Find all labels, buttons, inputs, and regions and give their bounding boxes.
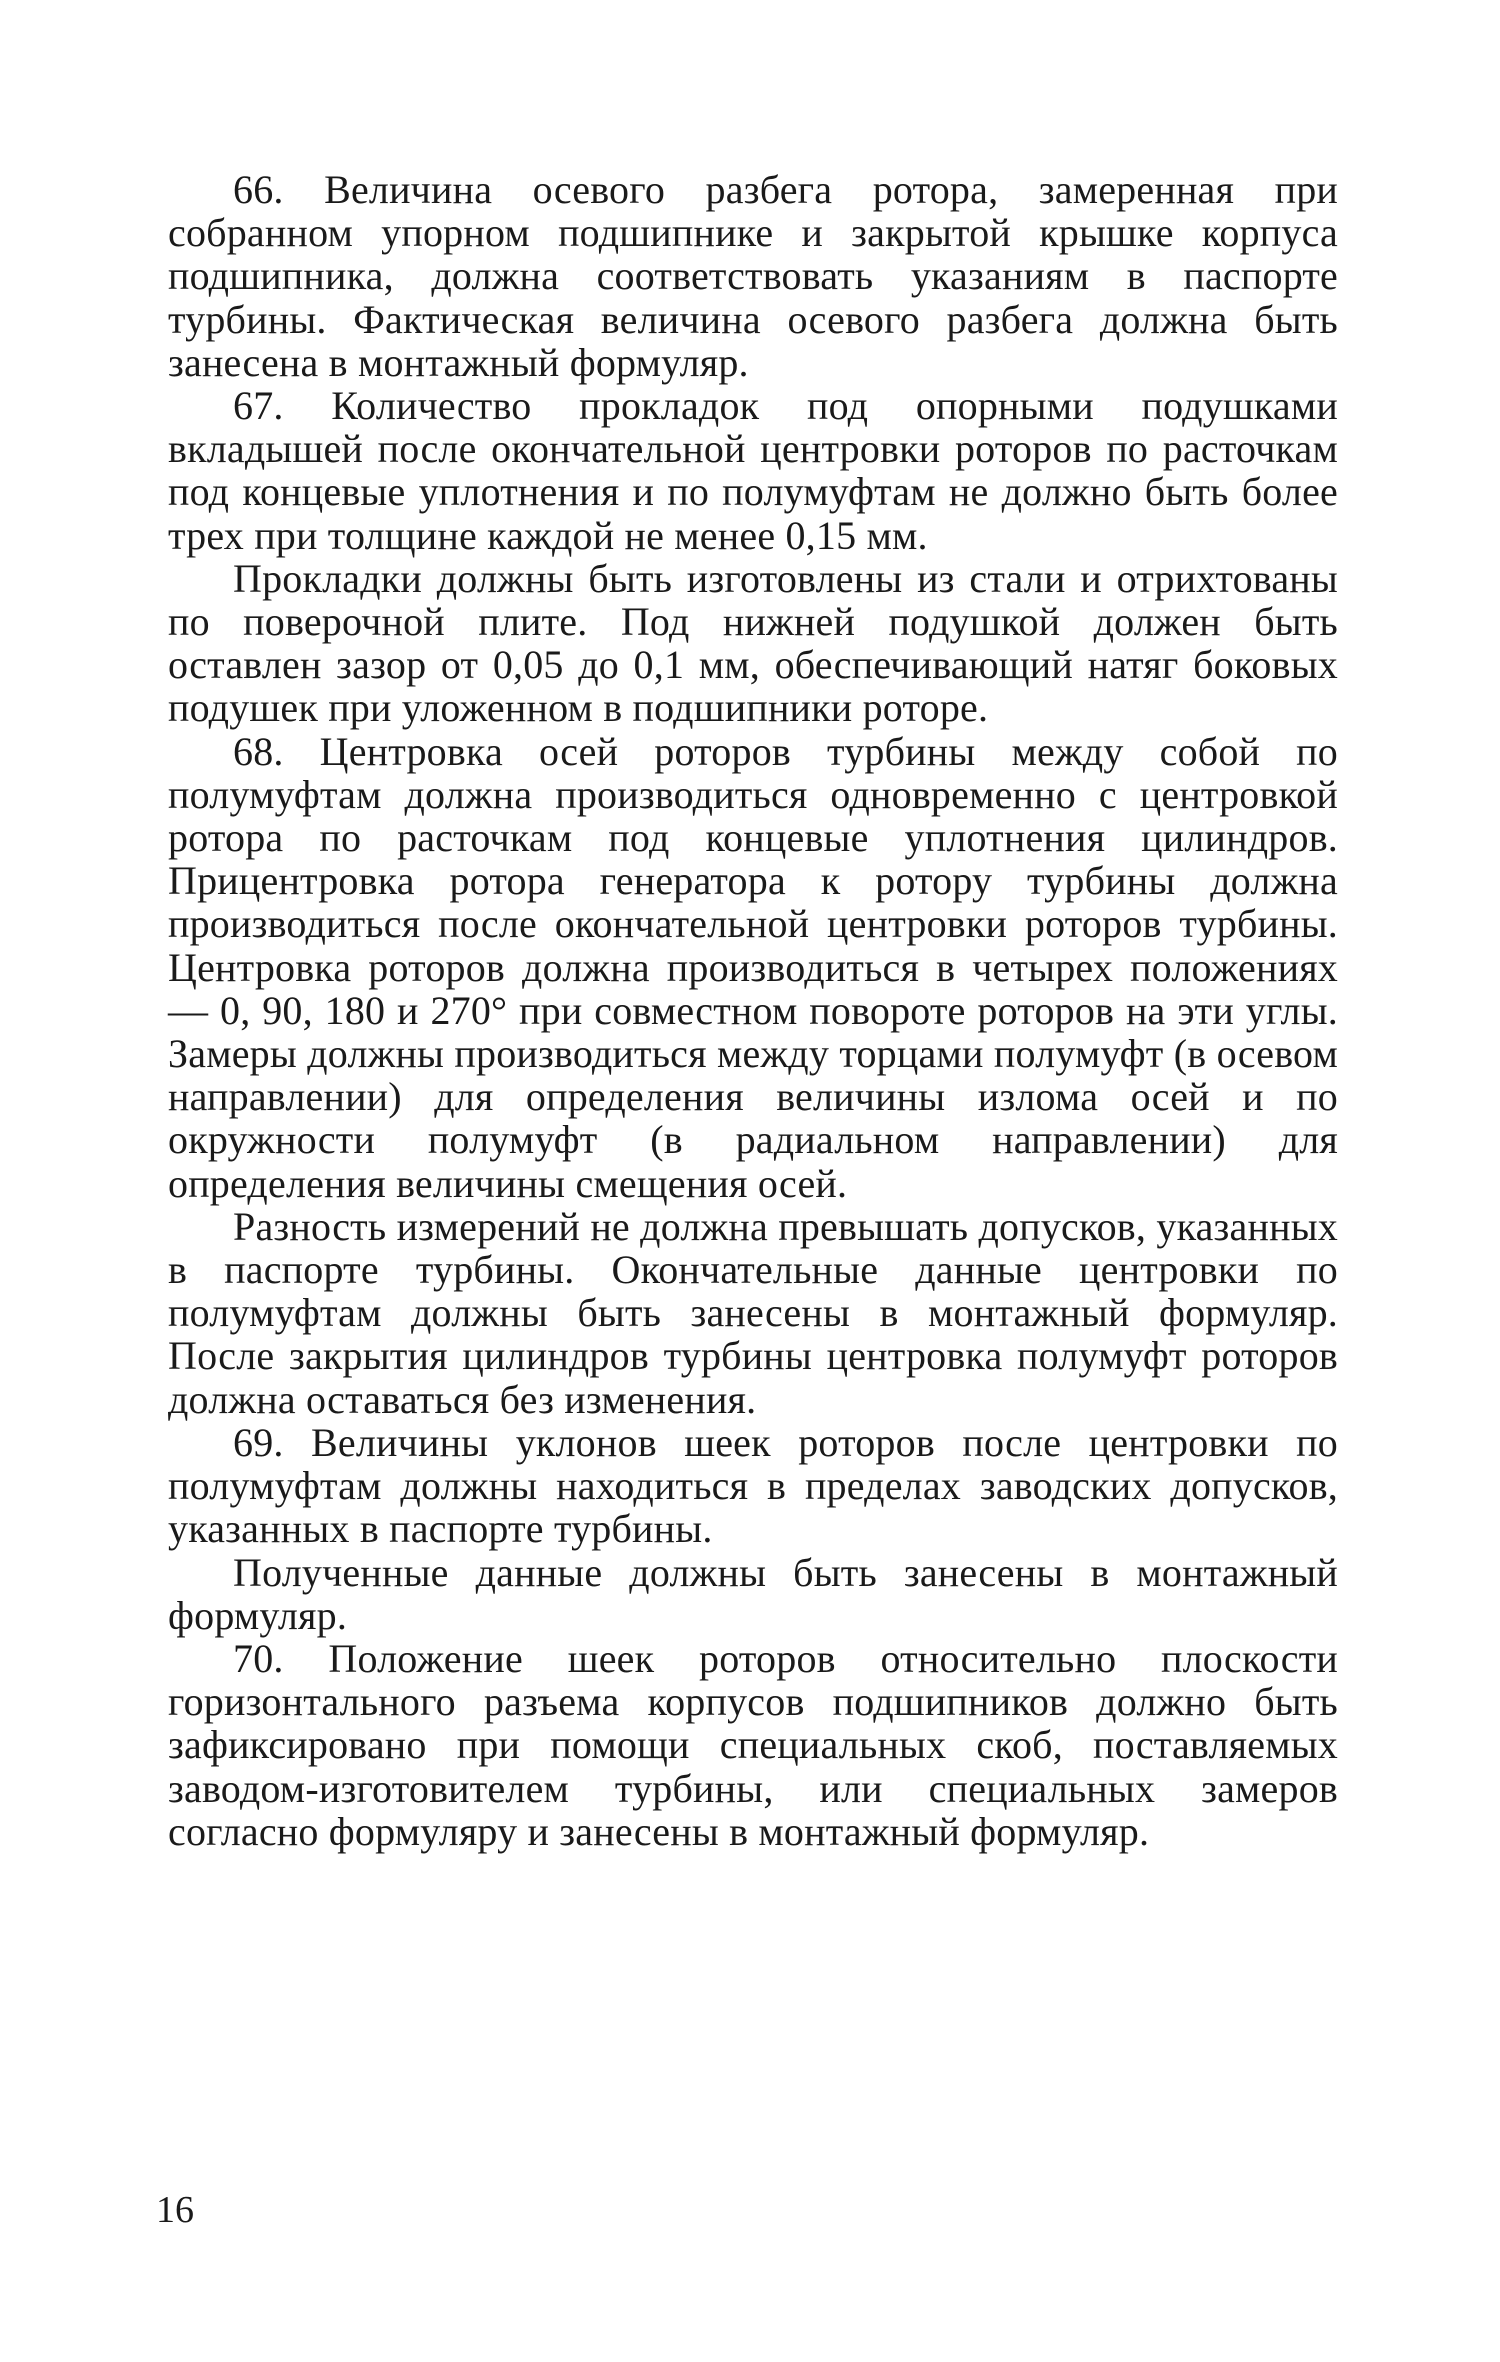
- paragraph-67-shims: Прокладки должны быть изготовлены из стали и отрихтованы по поверочной плите. Под нижней подушкой должен быть оставлен зазор от 0,05 до 0,1 мм, обеспечивающий натяг боковых подушек при уложенном в подшипники роторе.: [168, 555, 1338, 731]
- paragraph-67: 67. Количество прокладок под опорными подушками вкладышей после окончательной центровки роторов по расточкам под концевые уплотнения и по полумуфтам не должно быть более трех при толщине каждой не менее 0,15 мм.: [168, 383, 1338, 558]
- paragraph-68: 68. Центровка осей роторов турбины между собой по полумуфтам должна производиться одновременно с центровкой ротора по расточкам под концевые уплотнения цилиндров. Прицентровка ротора генератора к ротору турбины должна производиться после окончательной центровки роторов турбины. Центровка роторов должна производиться в четырех положениях — 0, 90, 180 и 270° при совместном повороте роторов на эти углы. Замеры должны производиться между торцами полумуфт (в осевом направлении) для определения величины излома осей и по окружности полумуфт (в радиальном направлении) для определения величины смещения осей.: [168, 728, 1338, 1206]
- paragraph-68-difference: Разность измерений не должна превышать допусков, указанных в паспорте турбины. Окончательные данные центровки по полумуфтам должны быть занесены в монтажный формуляр. После закрытия цилиндров турбины центровка полумуфт роторов должна оставаться без изменения.: [168, 1203, 1338, 1422]
- paragraph-69: 69. Величины уклонов шеек роторов после центровки по полумуфтам должны находиться в пределах заводских допусков, указанных в паспорте турбины.: [168, 1419, 1338, 1552]
- paragraph-70: 70. Положение шеек роторов относительно плоскости горизонтального разъема корпусов подшипников должно быть зафиксировано при помощи специальных скоб, поставляемых заводом-изготовителем турбины, или специальных замеров согласно формуляру и занесены в монтажный формуляр.: [168, 1635, 1338, 1854]
- body-text: [168, 168, 1338, 1853]
- page-number: 16: [156, 2189, 194, 2231]
- paragraph-66: 66. Величина осевого разбега ротора, замеренная при собранном упорном подшипнике и закрытой крышке корпуса подшипника, должна соответствовать указаниям в паспорте турбины. Фактическая величина осевого разбега должна быть занесена в монтажный формуляр.: [168, 167, 1338, 385]
- paragraph-69-data: Полученные данные должны быть занесены в монтажный формуляр.: [168, 1549, 1338, 1638]
